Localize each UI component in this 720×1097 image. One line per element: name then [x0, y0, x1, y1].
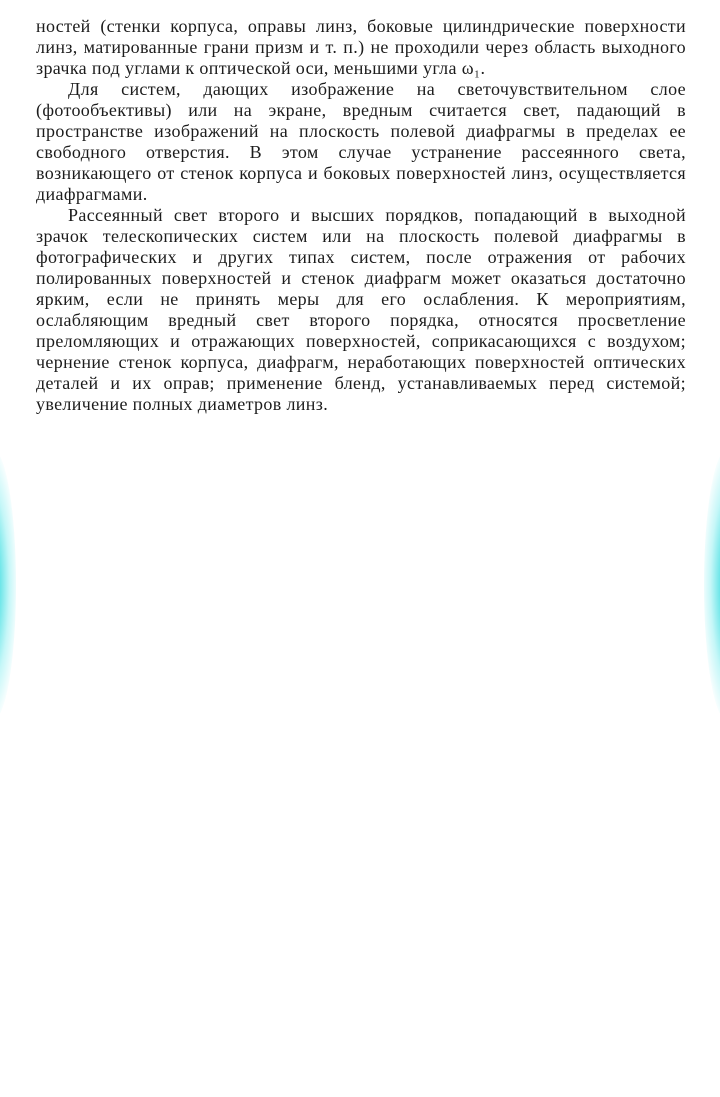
right-edge-glow: [704, 450, 720, 720]
paragraph-image-systems: Для систем, дающих изображение на светочувствительном слое (фотообъективы) или на экране, вредным считается свет, падающий в пространстве изображений на плоскость полевой диафрагмы в пределах ее свободного отверстия. В этом случае устранение рассеянного света, возникающего от стенок корпуса и боковых поверхностей линз, осуществляется диафрагмами.: [36, 79, 686, 204]
left-edge-glow: [0, 450, 16, 720]
paragraph-scattered-light: Рассеянный свет второго и высших порядков, попадающий в выходной зрачок телескопических систем или на плоскость полевой диафрагмы в фотографических и других типах систем, после отражения от рабочих полированных поверхностей и стенок диафрагм может оказаться достаточно ярким, если не принять меры для его ослабления. К мероприятиям, ослабляющим вредный свет второго порядка, относятся просветление преломляющих и отражающих поверхностей, соприкасающихся с воздухом; чернение стенок корпуса, диафрагм, неработающих поверхностей оптических деталей и их оправ; применение бленд, устанавливаемых перед системой; увеличение полных диаметров линз.: [36, 205, 686, 414]
paragraph-continuation: ностей (стенки корпуса, оправы линз, боковые цилиндрические поверхности линз, матированные грани призм и т. п.) не проходили через область выходного зрачка под углами к оптической оси, меньшими угла ω₁.: [36, 16, 686, 78]
body-text: [36, 16, 686, 415]
